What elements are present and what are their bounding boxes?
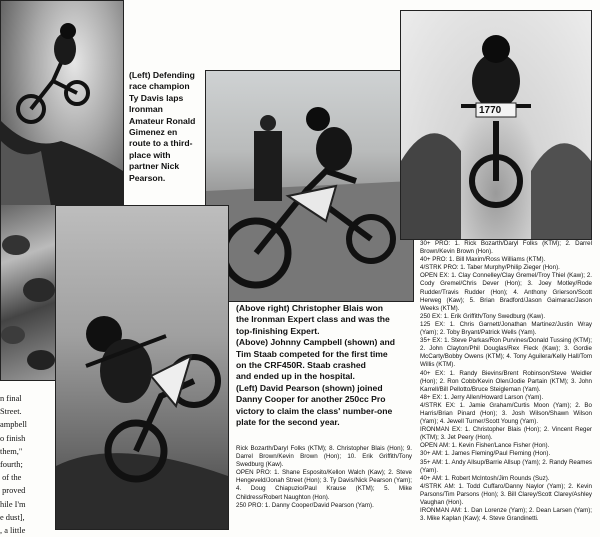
campbell-illustration	[206, 71, 413, 301]
left-column-cut-text: n final Street. ampbell o finish them," fourth; of the proved hile I'm e dust], , a little	[0, 394, 27, 536]
caption-ty-davis: (Left) Defending race champion Ty Davis laps Ironman Amateur Ronald Gimenez en route to a third- place with partner Nick Pearson.	[129, 70, 196, 183]
caption-blais-campbell-pearson: (Above right) Christopher Blais won the Ironman Expert class and was the top-finishing Expert. (Above) Johnny Campbell (shown) and Tim Staab competed for the first time on the CRF450R. Staab crashed and ended up in the hospital. (Left) David Pearson (shown) joined Danny Cooper for another 250cc Pro victory to claim the class' number-one plate for the second year.	[236, 303, 395, 428]
results-open-250-pro: Rick Bozarth/Daryl Folks (KTM); 8. Christopher Blais (Hon); 9. Darrel Brown/Kevin Brown (Hon); 10. Erik Griffith/Tony Swedburg (Kaw). OPEN PRO: 1. Shane Esposito/Kellon Walch (Kaw); 2. Steve Hengeveld/Jonah Street (Hon); 3. Ty Davis/Nick Pearson (Yam); 4. Doug Chiapuzio/Paul Krause (KTM); 5. Mike Childress/Robert Naughton (Hon). 250 PRO: 1. Danny Cooper/David Pearson (Yam).	[236, 445, 412, 509]
rider-climb-illustration	[1, 1, 123, 206]
bike-number-plate: 1770	[479, 105, 502, 116]
photo-top-left-rider-climb	[0, 0, 124, 207]
photo-right-christopher-blais	[400, 10, 592, 240]
photo-david-pearson-jump	[55, 205, 229, 530]
photo-center-johnny-campbell	[205, 70, 414, 302]
results-classes: 30+ PRO: 1. Rick Bozarth/Daryl Folks (KTM); 2. Darrel Brown/Kevin Brown (Hon). 40+ PRO: 1. Bill Maxim/Ross Williams (KTM). 4/STRK PRO: 1. Taber Murphy/Philip Zieger (Hon). OPEN EX: 1. Clay Connelley/Clay Gremel/Troy Thiel (Kaw); 2. Cody Gremel/Chris Dever (Hon); 3. Joey Motley/Rode Rudder/Travis Rudder (Hon); 4. Anthony Grierson/Scott Herweg (Kaw); 5. Brian Bradford/Jason Gaimarac/Jason Weeks (KTM). 250 EX: 1. Erik Griffith/Tony Swedburg (Kaw). 125 EX: 1. Chris Garnett/Jonathan Martinez/Justin Wray (Yam); 2. Toby Bryant/Patrick Wells (Yam). 35+ EX: 1. Steve Parkas/Ron Purvines/Donald Tussing (KTM); 2. John Clayton/Phil Douglas/Rex Fleck (Kaw); 3. Gordie McCarty/Bobby Owens (KTM); 4. Tony Aguilera/Kelly Hall/Tom Willis (KTM). 40+ EX: 1. Randy Bievins/Brent Robinson/Steve Weidler (Hon); 2. Ron Cobb/Kevin Olen/Jodie Partain (KTM); 3. John Karrell/Bill Pellotto/Bruce Steigleman (Yam). 48+ EX: 1. Jerry Allen/Howard Larson (Yam). 4/STRK EX: 1. Jamie Graham/Curtis Moon (Yam); 2. Bo Harris/Brian Pinard (Hon); 3. Josh Wilson/Shawn Wilson (Yam); 4. Jewell Turner/Scott Young (Yam). IRONMAN EX: 1. Christopher Blais (Hon); 2. Vincent Reger (KTM); 3. Jet Peery (Hon). OPEN AM: 1. Kevin Fisher/Lance Fisher (Hon). 30+ AM: 1. James Fleming/Paul Fleming (Hon). 35+ AM: 1. Andy Allsup/Barrie Allsup (Yam); 2. Randy Reames (Yam). 40+ AM: 1. Robert McIntosh/Jim Rounds (Suz). 4/STRK AM: 1. Todd Cuffaro/Danny Naylor (Yam); 2. Kevin Parsons/Tim Parsons (Hon); 3. Bill Clarey/Scott Clarey/Ashley Vaughan (Hon). IRONMAN AM: 1. Dan Lorenze (Yam); 2. Dean Larsen (Yam); 3. Mike Kaplan (Kaw); 4. Steve Grandinetti.	[420, 240, 592, 523]
rocks-illustration	[1, 205, 56, 380]
photo-left-rocks	[0, 205, 57, 381]
pearson-illustration	[56, 206, 228, 529]
blais-illustration	[401, 11, 591, 239]
